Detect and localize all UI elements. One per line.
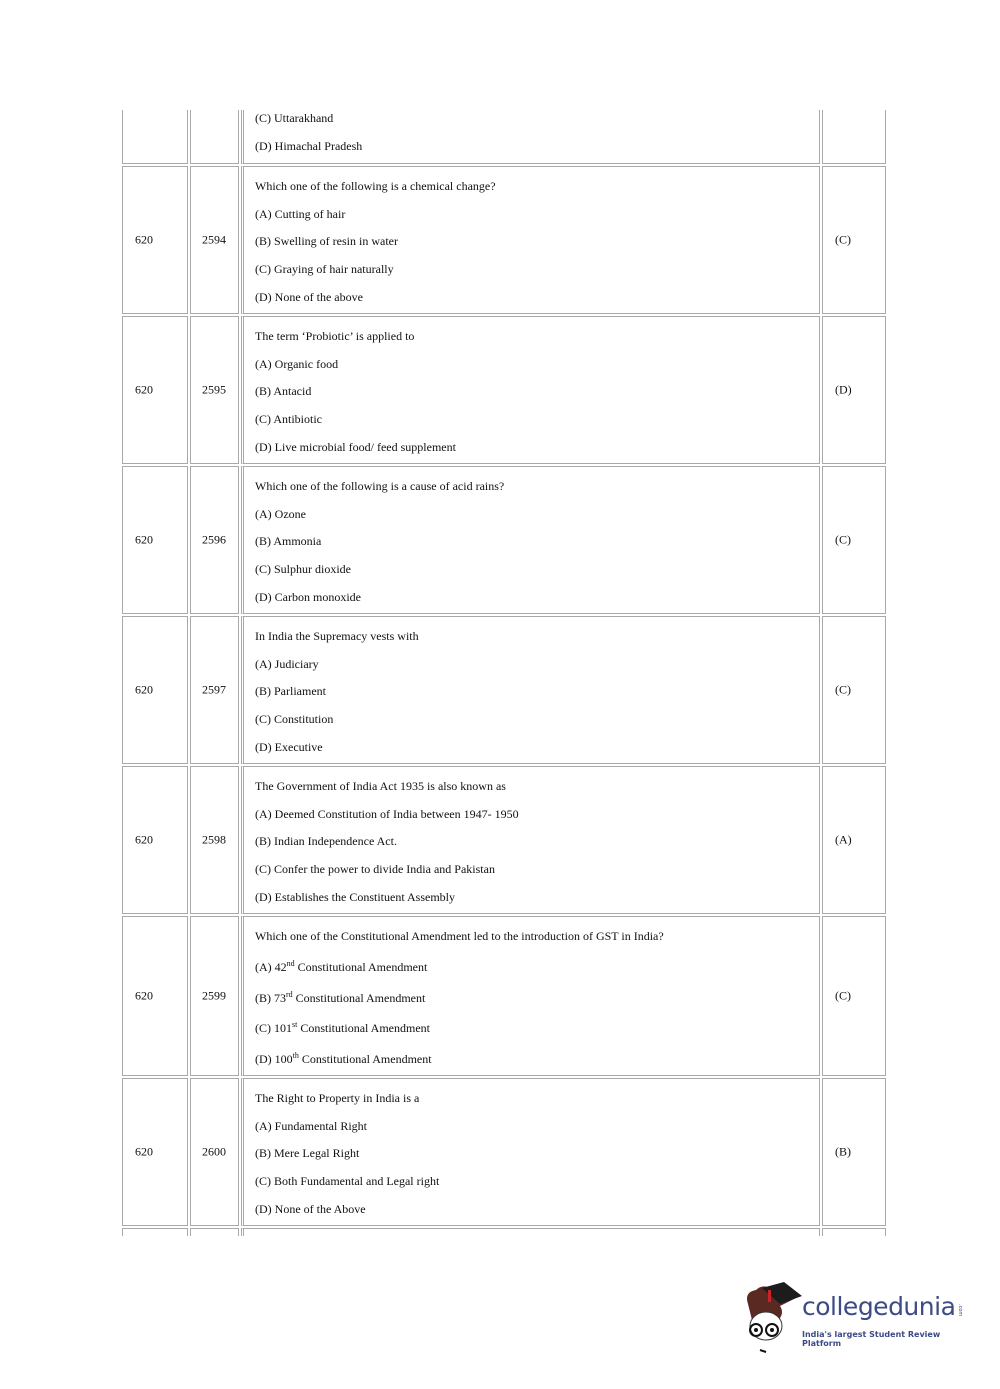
answer-cell-text: (A) [835,832,852,847]
option-text: (D) None of the Above [255,1201,366,1216]
question-number-cell [190,466,239,614]
question-number-cell [190,1228,239,1236]
option-post: Constitutional Amendment [297,1021,431,1036]
questions-table [122,110,886,1238]
option-pre: (D) 100 [255,1052,293,1067]
question-cell [241,466,820,614]
question-cell [241,1078,820,1226]
option-text: (C) Constitution [255,712,334,727]
option-text: (D) Establishes the Constituent Assembly [255,889,455,904]
answer-cell [822,316,886,464]
answer-cell [822,916,886,1076]
question-number-cell [190,166,239,314]
answer-cell-text: (B) [835,1144,851,1159]
answer-cell-text: (D) [835,382,852,397]
answer-cell-text: (C) [835,232,851,247]
logo-brand: collegedunia [802,1292,956,1321]
question-number-cell-text: 2597 [202,682,226,697]
answer-cell [822,616,886,764]
logo-com: .com [957,1304,963,1317]
option-text [255,959,819,990]
question-text: Which one of the following is a cause of acid rains? [255,479,505,493]
set-cell [122,110,188,164]
question-number-cell-text: 2599 [202,988,226,1003]
answer-cell-text: (C) [835,682,851,697]
option-post: Constitutional Amendment [298,1052,432,1067]
option-text: (A) Fundamental Right [255,1118,367,1133]
answer-cell-text: (C) [835,988,851,1003]
question-number-cell-text: 2595 [202,382,226,397]
question-cell [241,916,820,1076]
logo-tagline: India's largest Student Review Platform [802,1330,941,1348]
question-number-cell-text: 2594 [202,232,226,247]
option-text: (B) Antacid [255,384,312,399]
question-row-2598 [122,766,886,914]
option-text [255,1020,819,1051]
option-text: (A) Judiciary [255,656,319,671]
option-text: (B) Swelling of resin in water [255,234,398,249]
option-pre: (A) 42 [255,959,287,974]
option-sup: th [292,1051,299,1061]
option-pre: (C) 101 [255,1021,292,1036]
option-sup: rd [286,989,293,999]
option-sup: st [292,1020,298,1030]
table-row [122,110,886,164]
set-cell [122,766,188,914]
question-number-cell [190,1078,239,1226]
option-text: (C) Confer the power to divide India and Pakistan [255,862,495,877]
set-cell [122,1078,188,1226]
set-cell-text: 620 [135,832,153,847]
set-cell [122,166,188,314]
question-number-cell-text: 2598 [202,832,226,847]
answer-cell [822,1078,886,1226]
set-cell-text: 620 [135,232,153,247]
set-cell [122,316,188,464]
option-text: (D) Executive [255,739,323,754]
question-text: Which one of the Constitutional Amendment led to the introduction of GST in India? [255,929,664,943]
option-text [255,990,819,1021]
option-text: (C) Both Fundamental and Legal right [255,1174,440,1189]
option-sup: nd [286,958,295,968]
question-text: In India the Supremacy vests with [255,629,419,643]
question-number-cell [190,916,239,1076]
question-row-2597 [122,616,886,764]
question-cell [241,1228,820,1236]
option-text: (C) Antibiotic [255,412,322,427]
question-cell [241,316,820,464]
answer-cell [822,1228,886,1236]
set-cell [122,1228,188,1236]
question-number-cell [190,616,239,764]
option-text: (B) Mere Legal Right [255,1146,360,1161]
question-row-2596 [122,466,886,614]
option-text: (C) Sulphur dioxide [255,562,351,577]
option-text: (A) Cutting of hair [255,206,346,221]
option-text: (D) Live microbial food/ feed supplement [255,439,456,454]
question-number-cell-text: 2596 [202,532,226,547]
option-text: (B) Indian Independence Act. [255,834,397,849]
set-cell [122,466,188,614]
set-cell-text: 620 [135,1144,153,1159]
question-cell [241,110,820,164]
set-cell-text: 620 [135,988,153,1003]
question-cell [241,616,820,764]
option-text: (A) Organic food [255,356,339,371]
question-row-2595 [122,316,886,464]
option-text: (D) Carbon monoxide [255,589,361,604]
option-text: (A) Ozone [255,506,306,521]
option-text: (C) Graying of hair naturally [255,262,394,277]
answer-cell [822,766,886,914]
set-cell [122,616,188,764]
question-number-cell [190,110,239,164]
answer-cell [822,466,886,614]
question-text: The Government of India Act 1935 is also known as [255,779,506,793]
answer-cell-text: (C) [835,532,851,547]
option-text: (D) None of the above [255,289,363,304]
option-pre: (B) 73 [255,990,286,1005]
set-cell-text: 620 [135,382,153,397]
question-text: The Right to Property in India is a [255,1091,420,1105]
option-text: (A) Deemed Constitution of India between 1947- 1950 [255,806,519,821]
question-text: The term ‘Probiotic’ is applied to [255,329,415,343]
option-post: Constitutional Amendment [294,959,428,974]
option-text: (B) Ammonia [255,534,322,549]
question-row-2600 [122,1078,886,1226]
table-row [122,1228,886,1236]
question-text: Which one of the following is a chemical change? [255,179,496,193]
question-number-cell [190,316,239,464]
question-cell [241,766,820,914]
question-cell [241,166,820,314]
set-cell [122,916,188,1076]
question-row-2599 [122,916,886,1076]
option-text: (D) Himachal Pradesh [255,138,363,153]
collegedunia-logo [740,1282,970,1354]
answer-cell [822,166,886,314]
option-post: Constitutional Amendment [292,990,426,1005]
option-text: (B) Parliament [255,684,326,699]
question-number-cell-text: 2600 [202,1144,226,1159]
set-cell-text: 620 [135,532,153,547]
set-cell-text: 620 [135,682,153,697]
question-number-cell [190,766,239,914]
question-row-2594 [122,166,886,314]
option-text: (C) Uttarakhand [255,111,334,125]
answer-cell [822,110,886,164]
mascot-icon [740,1282,802,1354]
